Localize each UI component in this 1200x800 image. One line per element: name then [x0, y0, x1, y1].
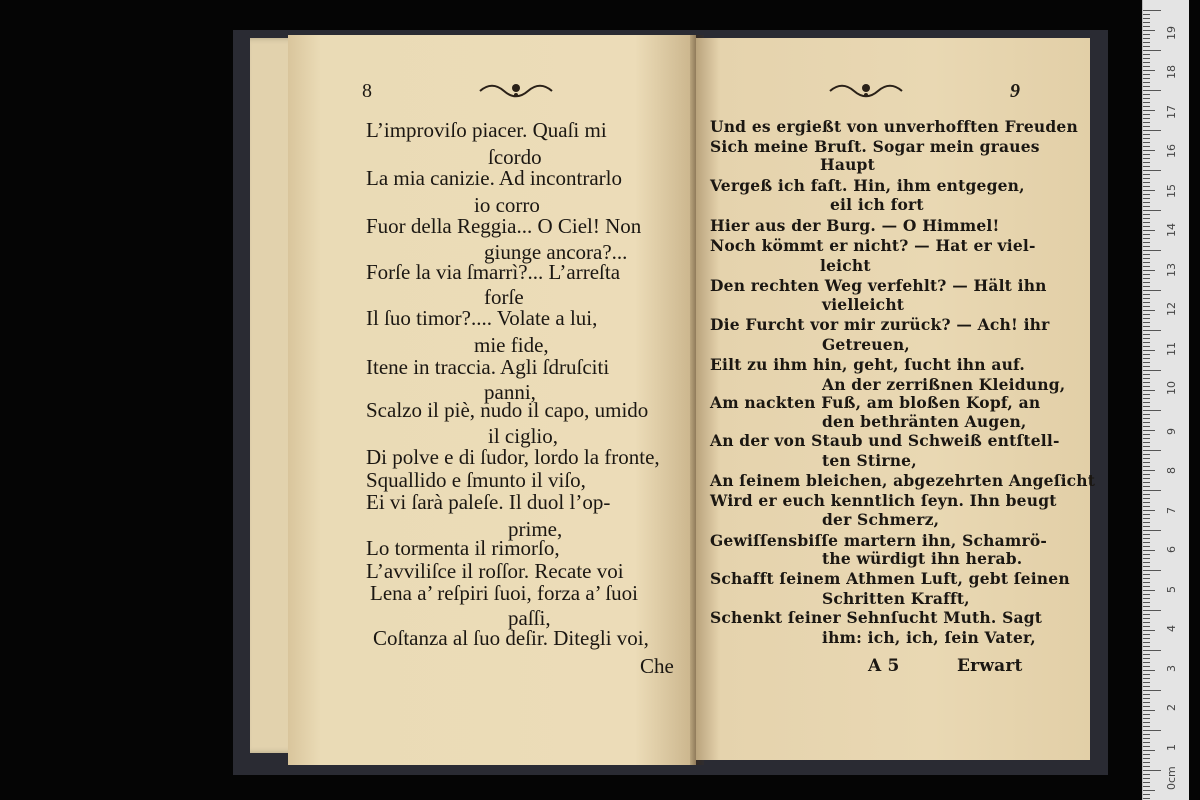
ruler-tick [1143, 126, 1150, 127]
ruler-tick [1143, 630, 1155, 631]
ruler-tick [1143, 282, 1150, 283]
ruler-tick [1143, 418, 1150, 419]
left-text-line: Itene in traccia. Agli ſdruſciti [366, 355, 610, 379]
ruler-tick [1143, 734, 1150, 735]
ruler-tick [1143, 690, 1161, 691]
ruler-tick [1143, 398, 1150, 399]
ruler-tick [1143, 454, 1150, 455]
ruler-tick [1143, 470, 1155, 471]
left-text-line: L’avviliſce il roſſor. Recate voi [366, 559, 624, 583]
ruler-tick [1143, 174, 1150, 175]
ruler-number: 3 [1165, 664, 1178, 672]
ruler-tick [1143, 254, 1150, 255]
ruler-tick [1143, 74, 1150, 75]
ruler-number: 8 [1165, 467, 1178, 474]
ruler-tick [1143, 682, 1150, 683]
ruler-tick [1143, 366, 1150, 367]
ruler-tick [1143, 70, 1155, 71]
ruler-number: 1 [1165, 743, 1178, 751]
ruler-tick [1143, 570, 1161, 571]
ruler-tick [1143, 714, 1150, 715]
ruler-tick [1143, 642, 1150, 643]
ruler-tick [1143, 602, 1150, 603]
ruler-tick [1143, 118, 1150, 119]
ruler-tick [1143, 666, 1150, 667]
right-text-line: Wird er euch kenntlich ſeyn. Ihn beugt [710, 491, 1057, 510]
left-text-line: L’improviſo piacer. Quaſi mi [366, 118, 607, 142]
ruler-tick [1143, 766, 1150, 767]
ruler-tick [1143, 142, 1150, 143]
ruler-tick [1143, 190, 1155, 191]
left-text-line: Scalzo il piè, nudo il capo, umido [366, 398, 649, 422]
ruler-tick [1143, 14, 1150, 15]
ruler-tick [1143, 694, 1150, 695]
ruler-tick [1143, 242, 1150, 243]
ruler-tick [1143, 558, 1150, 559]
right-text-line: Sich meine Bruſt. Sogar mein graues [710, 137, 1040, 156]
ruler-tick [1143, 430, 1155, 431]
ruler-tick [1143, 78, 1150, 79]
ruler-tick [1143, 638, 1150, 639]
right-text-line: Schritten Krafft, [822, 589, 970, 608]
left-text-line: Il ſuo timor?.... Volate a lui, [366, 306, 598, 330]
right-text-line: Hier aus der Burg. — O Himmel! [710, 216, 1000, 235]
right-text-line: Noch kömmt er nicht? — Hat er viel- [710, 236, 1036, 255]
right-text-line: leicht [820, 256, 871, 275]
ruler-tick [1143, 302, 1150, 303]
ruler-tick [1143, 82, 1150, 83]
ruler-tick [1143, 490, 1161, 491]
ruler-tick [1143, 466, 1150, 467]
ruler-tick [1143, 346, 1150, 347]
left-ornament-icon [476, 80, 556, 102]
ruler-tick [1143, 150, 1155, 151]
left-text-line: Squallido e ſmunto il viſo, [366, 468, 586, 492]
ruler-tick [1143, 482, 1150, 483]
ruler-tick [1143, 594, 1150, 595]
ruler-tick [1143, 146, 1150, 147]
ruler-tick [1143, 422, 1150, 423]
ruler-tick [1143, 178, 1150, 179]
ruler-tick [1143, 650, 1161, 651]
ruler-tick [1143, 278, 1150, 279]
ruler-tick [1143, 598, 1150, 599]
left-text-line: Coſtanza al ſuo deſir. Ditegli voi, [373, 626, 649, 650]
ruler-number: 6 [1165, 546, 1178, 553]
ruler-tick [1143, 658, 1150, 659]
ruler-tick [1143, 306, 1150, 307]
ruler-tick [1143, 434, 1150, 435]
ruler-tick [1143, 206, 1150, 207]
right-text-line: Gewiſſensbiſſe martern ihn, Schamrö- [710, 531, 1048, 550]
ruler-tick [1143, 538, 1150, 539]
ruler-tick [1143, 314, 1150, 315]
ruler-tick [1143, 442, 1150, 443]
right-ornament-icon [826, 80, 906, 102]
right-text-line: Haupt [820, 155, 875, 174]
ruler-number: 15 [1165, 183, 1178, 198]
ruler-tick [1143, 158, 1150, 159]
ruler-tick [1143, 426, 1150, 427]
left-text-line: Lo tormenta il rimorſo, [366, 536, 560, 560]
left-text-line: forſe [484, 285, 524, 309]
ruler-tick [1143, 798, 1150, 799]
ruler-tick [1143, 46, 1150, 47]
ruler-tick [1143, 310, 1155, 311]
ruler-tick [1143, 114, 1150, 115]
right-text-line: Eilt zu ihm hin, geht, ſucht ihn auf. [710, 355, 1025, 374]
ruler-tick [1143, 686, 1150, 687]
ruler-tick [1143, 574, 1150, 575]
ruler-tick [1143, 674, 1150, 675]
ruler-tick [1143, 522, 1150, 523]
ruler-tick [1143, 198, 1150, 199]
ruler-tick [1143, 746, 1150, 747]
ruler-number: 11 [1165, 341, 1178, 356]
left-page-number: 8 [362, 80, 372, 102]
ruler-tick [1143, 542, 1150, 543]
ruler-tick [1143, 410, 1161, 411]
ruler-tick [1143, 226, 1150, 227]
right-text-line: Schafft ſeinem Athmen Luft, gebt ſeinen [710, 569, 1070, 588]
ruler-tick [1143, 130, 1161, 131]
ruler-number: 18 [1165, 65, 1178, 79]
ruler-tick [1143, 218, 1150, 219]
ruler-tick [1143, 234, 1150, 235]
ruler-tick [1143, 110, 1155, 111]
right-text-line: An der zerrißnen Kleidung, [822, 375, 1066, 394]
ruler-tick [1143, 170, 1161, 171]
ruler-tick [1143, 102, 1150, 103]
ruler-tick [1143, 342, 1150, 343]
ruler-tick [1143, 406, 1150, 407]
right-text-line: der Schmerz, [822, 510, 940, 529]
measuring-ruler [1142, 0, 1189, 800]
right-text-line: Am nackten Fuß, am bloßen Kopf, an [710, 393, 1041, 412]
ruler-tick [1143, 462, 1150, 463]
ruler-tick [1143, 662, 1150, 663]
ruler-tick [1143, 582, 1150, 583]
ruler-number: 19 [1165, 25, 1178, 40]
left-text-line: ſcordo [488, 145, 542, 169]
ruler-tick [1143, 646, 1150, 647]
ruler-tick [1143, 186, 1150, 187]
right-text-line: Schenkt ſeiner Sehnſucht Muth. Sagt [710, 608, 1043, 627]
ruler-tick [1143, 494, 1150, 495]
ruler-tick [1143, 58, 1150, 59]
ruler-tick [1143, 214, 1150, 215]
ruler-tick [1143, 386, 1150, 387]
ruler-tick [1143, 322, 1150, 323]
ruler-tick [1143, 702, 1150, 703]
ruler-tick [1143, 374, 1150, 375]
ruler-tick [1143, 162, 1150, 163]
ruler-tick [1143, 778, 1150, 779]
ruler-tick [1143, 86, 1150, 87]
right-text-line: Und es ergießt von unverhofften Freuden [710, 117, 1078, 136]
ruler-tick [1143, 154, 1150, 155]
left-text-line: mie fide, [474, 333, 549, 357]
ruler-tick [1143, 98, 1150, 99]
ruler-tick [1143, 610, 1161, 611]
ruler-tick [1143, 718, 1150, 719]
ruler-tick [1143, 66, 1150, 67]
ruler-tick [1143, 706, 1150, 707]
ruler-tick [1143, 382, 1150, 383]
ruler-tick [1143, 350, 1155, 351]
ruler-tick [1143, 486, 1150, 487]
ruler-tick [1143, 210, 1161, 211]
ruler-tick [1143, 670, 1155, 671]
right-text-line: ihm: ich, ich, ſein Vater, [822, 628, 1036, 647]
ruler-tick [1143, 754, 1150, 755]
ruler-tick [1143, 258, 1150, 259]
right-text-line: Vergeß ich faſt. Hin, ihm entgegen, [710, 176, 1025, 195]
right-text-line: den bethränten Augen, [822, 412, 1027, 431]
ruler-tick [1143, 446, 1150, 447]
left-text-line: io corro [474, 193, 540, 217]
ruler-tick [1143, 90, 1161, 91]
ruler-tick [1143, 238, 1150, 239]
left-text-line: La mia canizie. Ad incontrarlo [366, 166, 622, 190]
ruler-tick [1143, 518, 1150, 519]
ruler-tick [1143, 478, 1150, 479]
ruler-tick [1143, 790, 1155, 791]
ruler-tick [1143, 606, 1150, 607]
ruler-tick [1143, 742, 1150, 743]
left-text-line: prime, [508, 517, 563, 541]
ruler-tick [1143, 290, 1161, 291]
right-text-line: Den rechten Weg verfehlt? — Hält ihn [710, 276, 1047, 295]
ruler-tick [1143, 122, 1150, 123]
catchword: Erwart [957, 656, 1023, 676]
right-text-line: vielleicht [822, 295, 905, 314]
right-text-line: Getreuen, [822, 335, 910, 354]
ruler-tick [1143, 438, 1150, 439]
right-text-line: ten Stirne, [822, 451, 917, 470]
ruler-tick [1143, 550, 1155, 551]
ruler-tick [1143, 270, 1155, 271]
ruler-tick [1143, 262, 1150, 263]
ruler-tick [1143, 750, 1155, 751]
ruler-tick [1143, 294, 1150, 295]
ruler-tick [1143, 250, 1161, 251]
left-text-line: Forſe la via ſmarrì?... L’arreſta [366, 260, 621, 284]
ruler-tick [1143, 378, 1150, 379]
ruler-tick [1143, 698, 1150, 699]
ruler-tick [1143, 266, 1150, 267]
ruler-tick [1143, 794, 1150, 795]
ruler-tick [1143, 166, 1150, 167]
ruler-tick [1143, 34, 1150, 35]
ruler-tick [1143, 30, 1155, 31]
ruler-number: 10 [1165, 381, 1178, 395]
left-text-line: Fuor della Reggia... O Ciel! Non [366, 214, 642, 238]
left-text-line: il ciglio, [488, 424, 558, 448]
ruler-tick [1143, 286, 1150, 287]
ruler-tick [1143, 222, 1150, 223]
ruler-tick [1143, 390, 1155, 391]
ruler-tick [1143, 94, 1150, 95]
ruler-tick [1143, 622, 1150, 623]
ruler-number: 5 [1165, 585, 1178, 593]
ruler-tick [1143, 54, 1150, 55]
right-text-line: the würdigt ihn herab. [822, 549, 1023, 568]
ruler-number: 12 [1165, 302, 1178, 316]
ruler-number: 16 [1165, 144, 1178, 158]
ruler-tick [1143, 246, 1150, 247]
left-text-line: panni, [484, 380, 536, 404]
ruler-number: 4 [1165, 625, 1178, 632]
ruler-tick [1143, 590, 1155, 591]
ruler-tick [1143, 414, 1150, 415]
ruler-tick [1143, 474, 1150, 475]
ruler-tick [1143, 762, 1150, 763]
ruler-tick [1143, 710, 1155, 711]
ruler-tick [1143, 10, 1161, 11]
ruler-tick [1143, 530, 1161, 531]
right-text-line: An der von Staub und Schweiß entſtell- [710, 431, 1060, 450]
ruler-tick [1143, 62, 1150, 63]
ruler-tick [1143, 38, 1150, 39]
ruler-tick [1143, 654, 1150, 655]
ruler-tick [1143, 394, 1150, 395]
ruler-tick [1143, 138, 1150, 139]
ruler-number: 7 [1165, 506, 1178, 514]
ruler-tick [1143, 194, 1150, 195]
ruler-tick [1143, 578, 1150, 579]
ruler-tick [1143, 458, 1150, 459]
ruler-tick [1143, 18, 1150, 19]
ruler-number: 2 [1165, 704, 1178, 711]
ruler-tick [1143, 502, 1150, 503]
ruler-tick [1143, 514, 1150, 515]
left-text-line: Di polve e di ſudor, lordo la fronte, [366, 445, 660, 469]
ruler-tick [1143, 546, 1150, 547]
signature-mark: A 5 [868, 656, 900, 676]
right-text-line: eil ich fort [830, 195, 924, 214]
ruler-tick [1143, 738, 1150, 739]
ruler-tick [1143, 562, 1150, 563]
ruler-tick [1143, 534, 1150, 535]
ruler-tick [1143, 202, 1150, 203]
left-text-line: giunge ancora?... [484, 240, 628, 264]
ruler-tick [1143, 298, 1150, 299]
left-text-line: Lena a’ reſpiri ſuoi, forza a’ ſuoi [370, 581, 639, 605]
left-text-line: Ei vi ſarà paleſe. Il duol l’op- [366, 490, 611, 514]
ruler-tick [1143, 182, 1150, 183]
ruler-tick [1143, 758, 1150, 759]
ruler-tick [1143, 626, 1150, 627]
ruler-tick [1143, 726, 1150, 727]
right-text-line: An ſeinem bleichen, abgezehrten Angeſicht [710, 471, 1096, 490]
ruler-number: 17 [1165, 104, 1178, 119]
left-text-line: Che [640, 654, 674, 678]
ruler-tick [1143, 338, 1150, 339]
ruler-number: 13 [1165, 262, 1178, 277]
ruler-tick [1143, 554, 1150, 555]
ruler-tick [1143, 42, 1150, 43]
ruler-tick [1143, 26, 1150, 27]
ruler-tick [1143, 450, 1161, 451]
ruler-tick [1143, 526, 1150, 527]
ruler-tick [1143, 774, 1150, 775]
ruler-tick [1143, 678, 1150, 679]
ruler-tick [1143, 358, 1150, 359]
left-text-line: paſſi, [508, 606, 551, 630]
right-text-line: Die Furcht vor mir zurück? — Ach! ihr [710, 315, 1050, 334]
ruler-tick [1143, 326, 1150, 327]
ruler-tick [1143, 230, 1155, 231]
ruler-tick [1143, 370, 1161, 371]
ruler-tick [1143, 106, 1150, 107]
ruler-tick [1143, 586, 1150, 587]
ruler-tick [1143, 618, 1150, 619]
ruler-number: 0cm [1165, 766, 1178, 790]
right-page-number: 9 [1010, 80, 1020, 102]
ruler-tick [1143, 274, 1150, 275]
ruler-tick [1143, 50, 1161, 51]
ruler-number: 14 [1165, 223, 1178, 237]
ruler-tick [1143, 318, 1150, 319]
ruler-tick [1143, 722, 1150, 723]
ruler-number: 9 [1165, 427, 1178, 435]
ruler-tick [1143, 782, 1150, 783]
ruler-tick [1143, 566, 1150, 567]
ruler-tick [1143, 506, 1150, 507]
ruler-tick [1143, 730, 1161, 731]
ruler-tick [1143, 786, 1150, 787]
ruler-tick [1143, 402, 1150, 403]
ruler-tick [1143, 354, 1150, 355]
ruler-tick [1143, 770, 1161, 771]
ruler-tick [1143, 334, 1150, 335]
ruler-tick [1143, 634, 1150, 635]
ruler-tick [1143, 362, 1150, 363]
ruler-tick [1143, 614, 1150, 615]
ruler-tick [1143, 22, 1150, 23]
ruler-tick [1143, 498, 1150, 499]
ruler-tick [1143, 510, 1155, 511]
ruler-tick [1143, 330, 1161, 331]
ruler-tick [1143, 134, 1150, 135]
